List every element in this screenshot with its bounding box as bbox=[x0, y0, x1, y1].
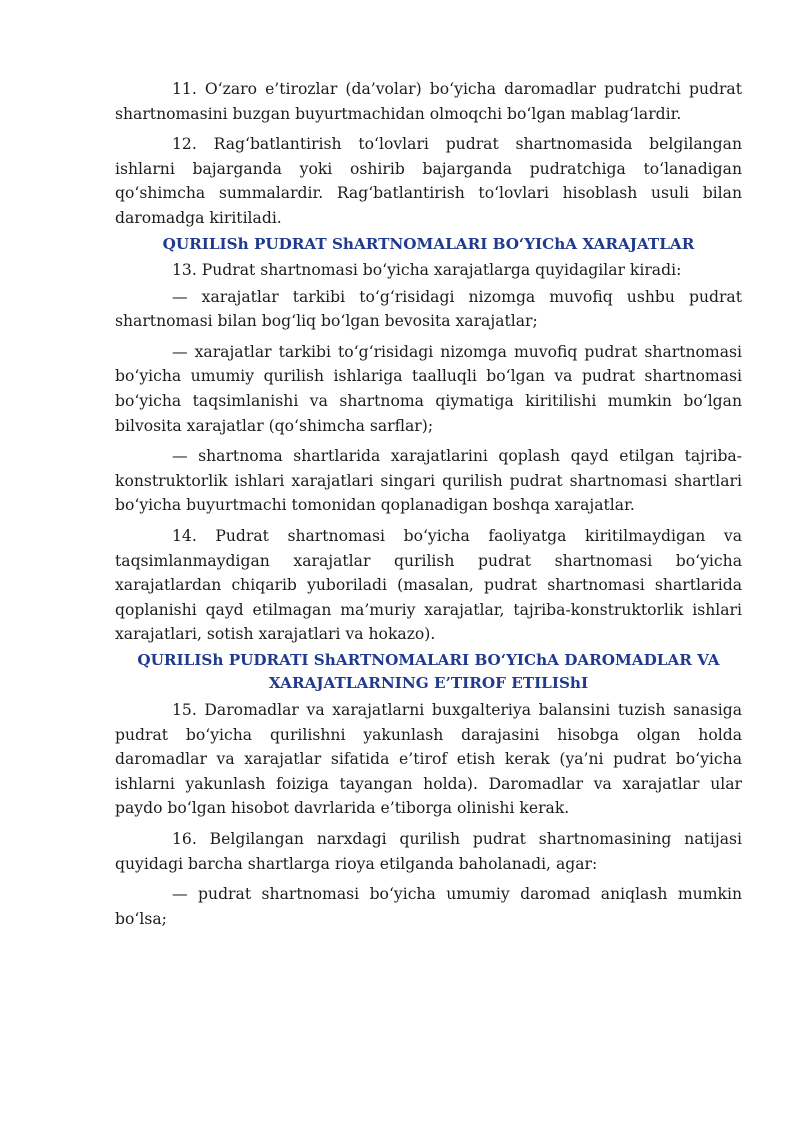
document-page bbox=[115, 77, 742, 937]
paragraph-16: 16. Belgilangan narxdagi qurilish pudrat shartnomasining natijasi quyidagi barcha shartlarga rioya etilganda baholanadi, agar: bbox=[115, 829, 742, 873]
paragraph-14: 14. Pudrat shartnomasi bo‘yicha faoliyatga kiritilmaydigan va taqsimlanmaydigan xarajatlar qurilish pudrat shartnomasi bo‘yicha xarajatlardan chiqarib yuboriladi (masalan, pudrat shartnomasi shartlarida qoplanishi qayd etilmagan ma’muriy xarajatlar, tajriba-konstruktorlik ishlari xarajatlari, sotish xarajatlari va hokazo). bbox=[115, 527, 742, 644]
paragraph-12: 12. Rag‘batlantirish to‘lovlari pudrat shartnomasida belgilangan ishlarni bajarganda yoki oshirib bajarganda pudratchiga to‘lanadigan qo‘shimcha summalardir. Rag‘batlantirish to‘lovlari hisoblash usuli bilan daromadga kiritiladi. bbox=[115, 135, 742, 227]
paragraph-13-item-indirect: — xarajatlar tarkibi to‘g‘risidagi nizomga muvofiq pudrat shartnomasi bo‘yicha umumiy qurilish ishlariga taalluqli bo‘lgan va pudrat shartnomasi bo‘yicha taqsimlanishi va shartnoma qiymatiga kiritilishi mumkin bo‘lgan bilvosita xarajatlar (qo‘shimcha sarflar); bbox=[115, 342, 742, 435]
paragraph-13-item-direct: — xarajatlar tarkibi to‘g‘risidagi nizomga muvofiq ushbu pudrat shartnomasi bilan bog‘liq bo‘lgan bevosita xarajatlar; bbox=[115, 287, 742, 331]
paragraph-13-item-other: — shartnoma shartlarida xarajatlarini qoplash qayd etilgan tajriba-konstruktorlik ishlari xarajatlari singari qurilish pudrat shartnomasi shartlari bo‘yicha buyurtmachi tomonidan qoplanadigan boshqa xarajatlar. bbox=[115, 447, 742, 515]
paragraph-15: 15. Daromadlar va xarajatlarni buxgalteriya balansini tuzish sanasiga pudrat bo‘yicha qurilishni yakunlash darajasini hisobga olgan holda daromadlar va xarajatlar sifatida e’tirof etish kerak (ya’ni pudrat bo‘yicha ishlarni yakunlash foiziga tayangan holda). Daromadlar va xarajatlar ular paydo bo‘lgan hisobot davrlarida e’tiborga olinishi kerak. bbox=[115, 700, 742, 818]
paragraph-11: 11. O‘zaro e’tirozlar (da’volar) bo‘yicha daromadlar pudratchi pudrat shartnomasini buzgan buyurtmachidan olmoqchi bo‘lgan mablag‘lardir. bbox=[115, 80, 742, 123]
section-heading-expenses: QURILISh PUDRAT ShARTNOMALARI BO‘YIChA XARAJATLAR bbox=[162, 234, 695, 253]
paragraph-16-item-revenue: — pudrat shartnomasi bo‘yicha umumiy daromad aniqlash mumkin bo‘lsa; bbox=[115, 885, 742, 928]
paragraph-13: 13. Pudrat shartnomasi bo‘yicha xarajatlarga quyidagilar kiradi: bbox=[172, 261, 682, 280]
section-heading-recognition: QURILISh PUDRATI ShARTNOMALARI BO‘YIChA DAROMADLAR VA XARAJATLARNING E’TIROF ETILIShI bbox=[137, 650, 720, 693]
